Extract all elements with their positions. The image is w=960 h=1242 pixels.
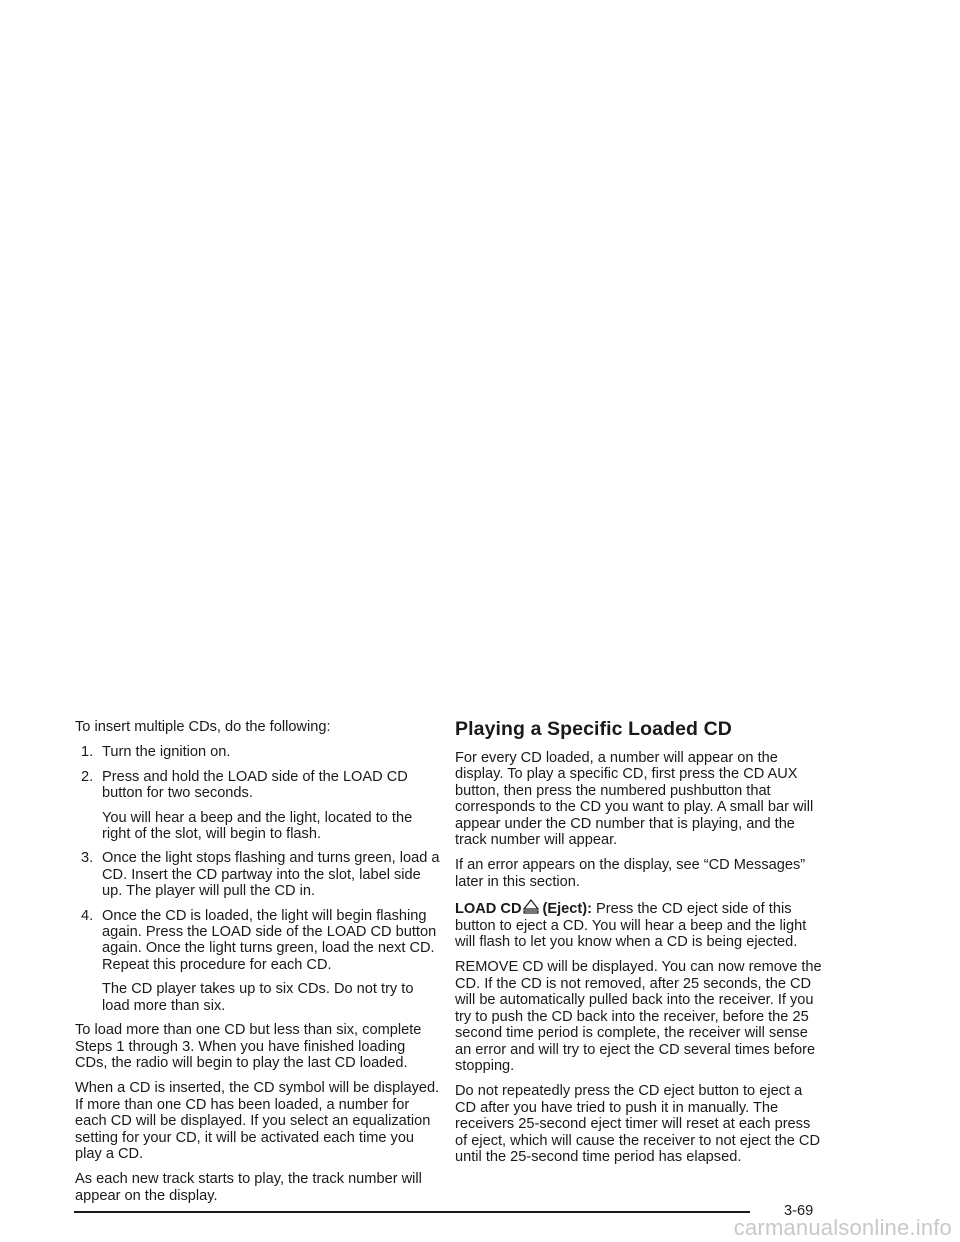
step-text: Once the light stops flashing and turns green, load a CD. Insert the CD partway into the slot, label side up. The player will pull the CD in.	[102, 850, 440, 900]
load-cd-paragraph	[455, 899, 825, 950]
eject-term: (Eject):	[542, 901, 592, 918]
step-number: 3.	[81, 850, 94, 867]
step-number: 4.	[81, 907, 94, 924]
paragraph: Do not repeatedly press the CD eject button to eject a CD after you have tried to push it in manually. The receivers 25-second eject timer will reset at each press of eject, which will cause the receiver to not eject the CD until the 25-second time period has elapsed.	[455, 1083, 821, 1165]
step-text: Once the CD is loaded, the light will begin flashing again. Press the LOAD side of the LOAD CD button again. Once the light turns green, load the next CD. Repeat this procedure for each CD.	[102, 907, 437, 973]
right-column	[455, 719, 825, 1174]
step-2	[75, 769, 440, 843]
step-1	[75, 744, 440, 760]
step-text: Turn the ignition on.	[102, 744, 231, 761]
footer-rule	[74, 1211, 750, 1213]
step-3	[75, 850, 440, 899]
paragraph: As each new track starts to play, the track number will appear on the display.	[75, 1171, 422, 1204]
page-number: 3-69	[784, 1203, 814, 1219]
paragraph: When a CD is inserted, the CD symbol will be displayed. If more than one CD has been loaded, a number for each CD will be displayed. If you select an equalization setting for your CD, it will be activated each time you play a CD.	[75, 1080, 440, 1162]
step-text: Press and hold the LOAD side of the LOAD CD button for two seconds.	[102, 768, 408, 802]
step-note: The CD player takes up to six CDs. Do not try to load more than six.	[102, 981, 414, 1014]
step-note: You will hear a beep and the light, located to the right of the slot, will begin to flash.	[102, 809, 413, 843]
load-cd-term: LOAD CD	[455, 901, 522, 918]
paragraph: If an error appears on the display, see “CD Messages” later in this section.	[455, 857, 806, 890]
section-heading: Playing a Specific Loaded CD	[455, 718, 732, 740]
intro-text: To insert multiple CDs, do the following:	[75, 719, 331, 735]
watermark: carmanualsonline.info	[733, 1214, 952, 1240]
load-cd-text: Press the CD eject side of this button to eject a CD. You will hear a beep and the light will flash to let you know when a CD is being ejected.	[455, 901, 807, 951]
paragraph: REMOVE CD will be displayed. You can now remove the CD. If the CD is not removed, after 25 seconds, the CD will be automatically pulled back into the receiver. If you try to push the CD back into the receiver, before the 25 second time period is complete, the receiver will sense an error and will try to eject the CD several times before stopping.	[455, 959, 822, 1074]
paragraph: For every CD loaded, a number will appear on the display. To play a specific CD, first press the CD AUX button, then press the numbered pushbutton that corresponds to the CD you want to play. A small bar will appear under the CD number that is playing, and the track number will appear.	[455, 750, 814, 849]
eject-icon	[523, 899, 539, 915]
steps-list	[75, 744, 440, 1014]
step-number: 1.	[81, 744, 94, 761]
step-4	[75, 908, 440, 1014]
left-column	[75, 719, 440, 1213]
step-number: 2.	[81, 768, 94, 785]
paragraph: To load more than one CD but less than six, complete Steps 1 through 3. When you have finished loading CDs, the radio will begin to play the last CD loaded.	[75, 1022, 422, 1071]
